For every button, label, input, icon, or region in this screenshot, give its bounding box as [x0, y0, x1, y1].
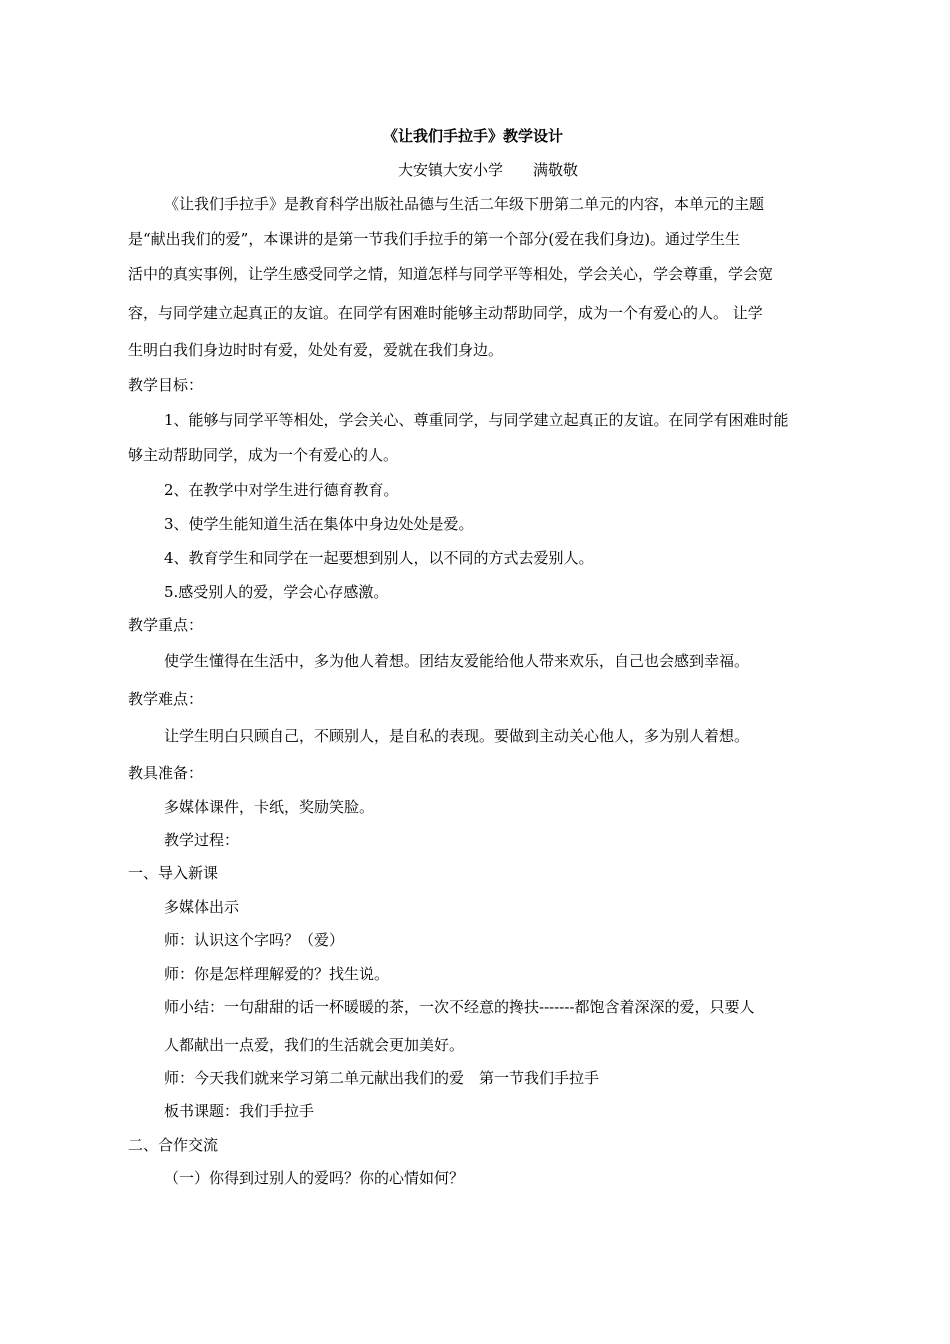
section1-line: 师：你是怎样理解爱的？找生说。: [164, 965, 390, 983]
difficulty-heading: 教学难点：: [128, 690, 204, 708]
goal-item: 5.感受别人的爱，学会心存感激。: [164, 583, 389, 601]
tools-text: 多媒体课件，卡纸，奖励笑脸。: [164, 798, 375, 816]
section1-line: 师小结：一句甜甜的话一杯暖暖的茶，一次不经意的搀扶-------都饱含着深深的爱，只要人: [164, 998, 755, 1016]
section1-line: 师：认识这个字吗？（爱）: [164, 931, 345, 949]
goal-item: 1、能够与同学平等相处，学会关心、尊重同学，与同学建立起真正的友谊。在同学有困难时能: [164, 411, 789, 429]
difficulty-text: 让学生明白只顾自己，不顾别人，是自私的表现。要做到主动关心他人，多为别人着想。: [164, 727, 750, 745]
goal-item: 3、使学生能知道生活在集体中身边处处是爱。: [164, 515, 474, 533]
goal-item: 够主动帮助同学，成为一个有爱心的人。: [128, 446, 399, 464]
section1-line: 板书课题：我们手拉手: [164, 1102, 315, 1120]
intro-line: 生明白我们身边时时有爱，处处有爱，爱就在我们身边。: [128, 341, 504, 359]
intro-line: 活中的真实事例，让学生感受同学之情，知道怎样与同学平等相处，学会关心，学会尊重，学会宽: [128, 265, 774, 283]
section1-line: 师：今天我们就来学习第二单元献出我们的爱 第一节我们手拉手: [164, 1069, 600, 1087]
goal-item: 4、教育学生和同学在一起要想到别人，以不同的方式去爱别人。: [164, 549, 594, 567]
section1-line: 人都献出一点爱，我们的生活就会更加美好。: [164, 1036, 465, 1054]
section1-line: 多媒体出示: [164, 898, 240, 916]
tools-heading: 教具准备：: [128, 764, 204, 782]
section2-heading: 二、合作交流: [128, 1136, 219, 1154]
goal-item: 2、在教学中对学生进行德育教育。: [164, 481, 399, 499]
document-title: 《让我们手拉手》教学设计: [383, 127, 564, 145]
section1-heading: 一、导入新课: [128, 864, 219, 882]
intro-line: 容，与同学建立起真正的友谊。在同学有困难时能够主动帮助同学，成为一个有爱心的人。 让学: [128, 304, 763, 322]
intro-line: 《让我们手拉手》是教育科学出版社品德与生活二年级下册第二单元的内容，本单元的主题: [164, 195, 765, 213]
process-heading: 教学过程：: [164, 831, 240, 849]
key-text: 使学生懂得在生活中，多为他人着想。团结友爱能给他人带来欢乐，自己也会感到幸福。: [164, 652, 750, 670]
section2-line: （一）你得到过别人的爱吗？你的心情如何？: [164, 1169, 465, 1187]
goals-heading: 教学目标：: [128, 376, 204, 394]
intro-line: 是“献出我们的爱”，本课讲的是第一节我们手拉手的第一个部分(爱在我们身边)。通过学生生: [128, 230, 741, 248]
author-line: 大安镇大安小学 满敬敬: [398, 161, 579, 179]
key-heading: 教学重点：: [128, 616, 204, 634]
